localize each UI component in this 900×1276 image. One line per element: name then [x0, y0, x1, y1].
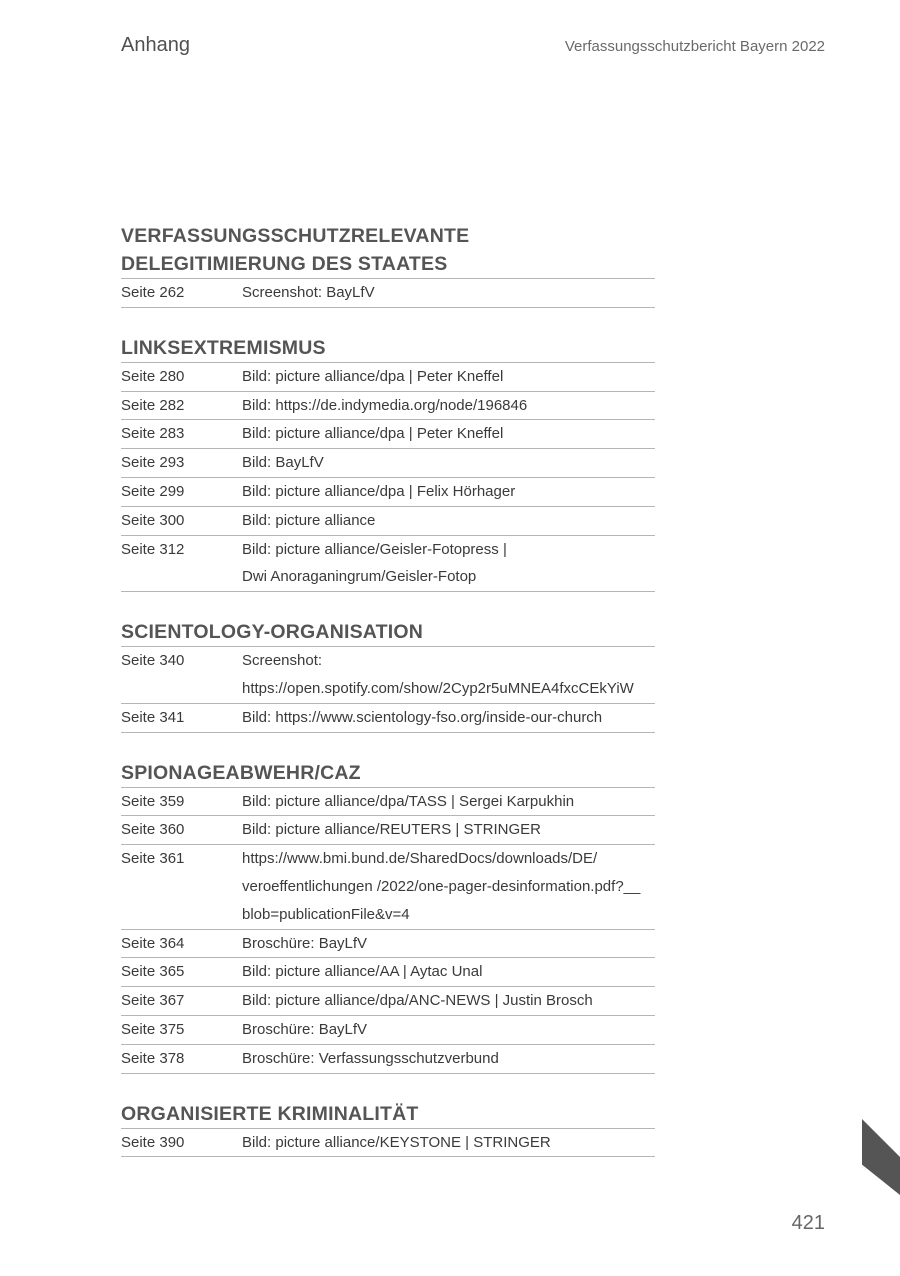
- section-title-line: SPIONAGEABWEHR/CAZ: [121, 761, 361, 784]
- image-source-line: Bild: https://www.scientology-fso.org/inside-our-church: [242, 708, 603, 726]
- credit-row: [121, 816, 655, 845]
- image-source: [242, 1129, 655, 1157]
- credits-section: [121, 1100, 655, 1158]
- image-source-line: Bild: picture alliance: [242, 511, 376, 529]
- section-title-line: VERFASSUNGSSCHUTZRELEVANTE: [121, 225, 470, 247]
- page-reference: Seite 359: [121, 792, 185, 810]
- image-source: [242, 788, 655, 816]
- image-source: [242, 536, 655, 592]
- credits-section: [121, 759, 655, 1074]
- image-source: [242, 1016, 655, 1044]
- image-source: [242, 392, 655, 420]
- credit-row: [121, 478, 655, 507]
- image-source-line: Bild: BayLfV: [242, 454, 324, 472]
- section-title-line: DELEGITIMIERUNG DES STAATES: [121, 253, 448, 275]
- image-source-line: Bild: picture alliance/Geisler-Fotopress |: [242, 540, 507, 558]
- image-source: [242, 845, 655, 928]
- image-source: [242, 647, 655, 703]
- page-corner-tab: [862, 1119, 900, 1195]
- image-source: [242, 478, 655, 506]
- credit-row: [121, 1016, 655, 1045]
- credit-row: [121, 420, 655, 449]
- page-reference: Seite 341: [121, 708, 185, 726]
- credits-list: [121, 222, 655, 1183]
- image-source: [242, 816, 655, 844]
- page-reference: Seite 282: [121, 396, 185, 414]
- image-source-line: Broschüre: Verfassungsschutzverbund: [242, 1049, 499, 1067]
- running-header-title: Verfassungsschutzbericht Bayern 2022: [564, 38, 825, 55]
- page-reference: Seite 364: [121, 934, 185, 952]
- image-source-line: Bild: https://de.indymedia.org/node/196846: [242, 396, 528, 414]
- image-source-line: blob=publicationFile&v=4: [242, 905, 410, 923]
- section-title-line: LINKSEXTREMISMUS: [121, 336, 326, 359]
- page-reference: Seite 361: [121, 850, 185, 868]
- image-source-line: veroeffentlichungen /2022/one-pager-desinformation.pdf?__: [242, 877, 641, 895]
- page-reference: Seite 390: [121, 1133, 185, 1151]
- page-reference: Seite 360: [121, 821, 185, 839]
- image-source: [242, 420, 655, 448]
- image-source-line: Dwi Anoraganingrum/Geisler-Fotop: [242, 568, 477, 586]
- credit-row: [121, 363, 655, 392]
- credit-row: [121, 845, 655, 929]
- image-source-line: Bild: picture alliance/dpa/ANC-NEWS | Justin Brosch: [242, 992, 593, 1010]
- image-source-line: Screenshot:: [242, 652, 323, 670]
- image-source-line: Bild: picture alliance/REUTERS | STRINGER: [242, 821, 541, 839]
- image-source-line: https://open.spotify.com/show/2Cyp2r5uMNEA4fxcCEkYiW: [242, 679, 634, 697]
- credits-section: [121, 334, 655, 592]
- image-source-line: Bild: picture alliance/AA | Aytac Unal: [242, 963, 483, 981]
- image-source: [242, 1045, 655, 1073]
- image-source-line: Bild: picture alliance/dpa | Peter Kneffel: [242, 367, 504, 385]
- credit-row: [121, 449, 655, 478]
- image-source: [242, 363, 655, 391]
- section-title-line: SCIENTOLOGY-ORGANISATION: [121, 621, 424, 644]
- credit-row: [121, 647, 655, 704]
- image-source-line: Bild: picture alliance/KEYSTONE | STRINGER: [242, 1133, 551, 1151]
- page-reference: Seite 283: [121, 425, 185, 443]
- page-reference: Seite 365: [121, 963, 185, 981]
- section-title: [121, 618, 655, 647]
- page-reference: Seite 300: [121, 511, 185, 529]
- credits-section: [121, 222, 655, 308]
- image-source-line: Broschüre: BayLfV: [242, 934, 368, 952]
- image-source: [242, 930, 655, 958]
- page-reference: Seite 312: [121, 540, 185, 558]
- credits-section: [121, 618, 655, 732]
- page-reference: Seite 367: [121, 992, 185, 1010]
- image-source: [242, 507, 655, 535]
- image-source-line: https://www.bmi.bund.de/SharedDocs/downloads/DE/: [242, 850, 598, 868]
- image-source: [242, 449, 655, 477]
- credit-row: [121, 958, 655, 987]
- section-title: [121, 334, 655, 363]
- section-title: [121, 1100, 655, 1129]
- running-header-section: Anhang: [121, 34, 190, 56]
- page-reference: Seite 293: [121, 454, 185, 472]
- image-source: [242, 704, 655, 732]
- image-source-line: Broschüre: BayLfV: [242, 1020, 368, 1038]
- credit-row: [121, 507, 655, 536]
- section-title: [121, 759, 655, 788]
- image-source-line: Bild: picture alliance/dpa | Peter Kneffel: [242, 425, 504, 443]
- image-source-line: Bild: picture alliance/dpa | Felix Hörhager: [242, 482, 516, 500]
- credit-row: [121, 987, 655, 1016]
- image-source: [242, 958, 655, 986]
- image-source-line: Screenshot: BayLfV: [242, 284, 375, 301]
- image-source: [242, 987, 655, 1015]
- credit-row: [121, 536, 655, 593]
- section-title-line: ORGANISIERTE KRIMINALITÄT: [121, 1102, 419, 1125]
- credit-row: [121, 279, 655, 308]
- credit-row: [121, 1045, 655, 1074]
- page-reference: Seite 299: [121, 482, 185, 500]
- page-reference: Seite 340: [121, 652, 185, 670]
- page-reference: Seite 375: [121, 1020, 185, 1038]
- page-reference: Seite 280: [121, 367, 185, 385]
- page-number: 421: [791, 1212, 825, 1234]
- credit-row: [121, 1129, 655, 1158]
- credit-row: [121, 392, 655, 421]
- image-source: [242, 279, 655, 307]
- credit-row: [121, 788, 655, 817]
- page-reference: Seite 262: [121, 284, 185, 301]
- image-source-line: Bild: picture alliance/dpa/TASS | Sergei Karpukhin: [242, 792, 575, 810]
- section-title: [121, 222, 655, 279]
- credit-row: [121, 930, 655, 959]
- credit-row: [121, 704, 655, 733]
- page-reference: Seite 378: [121, 1049, 185, 1067]
